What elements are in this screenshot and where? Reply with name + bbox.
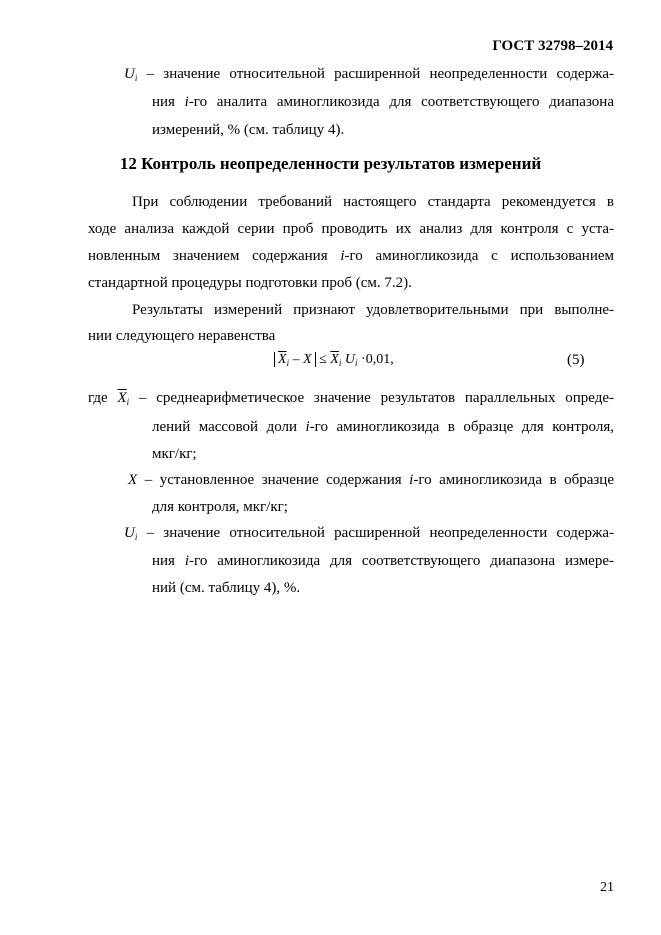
para1-line3 [88,246,614,266]
page-number: 21 [600,880,614,895]
def1-sub: i [126,397,130,407]
formula-tail: ·0,01, [361,352,394,367]
where-def1-line3: мкг/кг; [152,446,197,462]
def3-sub: i [134,532,138,542]
def2-text1a: – установленное значение содержания [144,472,410,488]
def3-text2a: ния [152,553,185,569]
where-def1-line1 [88,388,614,412]
where-def3-line1 [124,523,614,547]
def1-text2a: лений массовой доли [152,419,306,435]
formula-x-mean2: $\overline{X}$ [330,352,339,367]
formula-sub2: i [338,358,342,368]
formula [274,352,394,368]
def1-text1: – среднеарифметическое значение результатов параллельных опреде- [138,390,615,406]
top-def-text2a: ния [152,94,185,110]
formula-u: U [344,352,356,367]
para1-line1: При соблюдении требований настоящего стандарта рекомендуется в [132,194,614,210]
def3-text2b: -го аминогликозида для соответствующего диапазона измере- [189,553,614,569]
def1-symbol: $\overline{X}$ [117,390,127,406]
section-heading: 12 Контроль неопределенности результатов измерений [119,154,542,173]
para2-line2: нии следующего неравенства [88,328,276,344]
symbol-sub: i [134,73,138,83]
where-label: где [88,390,108,406]
def2-text1i: i [409,472,414,488]
top-def-line3: измерений, % (см. таблицу 4). [152,122,345,138]
def3-text1: – значение относительной расширенной неопределенности содержа- [146,525,615,541]
formula-sub3: i [355,358,358,368]
where-def3-line3: ний (см. таблицу 4), %. [152,580,301,596]
para1-text3a: новленным значением содержания [88,248,341,264]
formula-x: X [303,352,312,367]
para1-text3i: i [340,248,345,264]
def1-text2i: i [305,419,310,435]
formula-minus: – [289,352,304,367]
para1-text3b: -го аминогликозида с использованием [344,248,614,264]
top-def-text1: – значение относительной расширенной неопределенности содержа- [146,66,615,82]
para2-line1: Результаты измерений признают удовлетворительными при выполне- [132,302,614,318]
where-def2-line2: для контроля, мкг/кг; [152,499,288,515]
def3-symbol: U [124,525,135,541]
where-def3-line2 [152,551,614,571]
top-def-line1 [124,64,614,88]
top-def-line2 [152,92,614,112]
where-def1-line2 [152,417,614,437]
para1-line2: ходе анализа каждой серии проб проводить их анализ для контроля с уста- [88,221,614,237]
def3-text2i: i [184,553,190,569]
absolute-value [274,352,316,367]
where-def2-line1 [128,470,614,490]
symbol-u: U [124,66,135,82]
formula-x-mean: $\overline{X}$ [278,352,287,367]
para1-line4: стандартной процедуры подготовки проб (см. 7.2). [88,275,412,291]
equation-number: (5) [567,352,585,368]
top-def-text2i: i [184,94,189,110]
top-def-text2b: -го аналита аминогликозида для соответствующего диапазона [188,94,614,110]
document-code: ГОСТ 32798–2014 [492,38,613,54]
def1-text2b: -го аминогликозида в образце для контроля, [309,419,614,435]
formula-leq: ≤ [315,352,331,367]
formula-sub1: i [286,358,290,368]
def2-symbol: X [128,472,138,488]
def2-text1b: -го аминогликозида в образце [413,472,614,488]
